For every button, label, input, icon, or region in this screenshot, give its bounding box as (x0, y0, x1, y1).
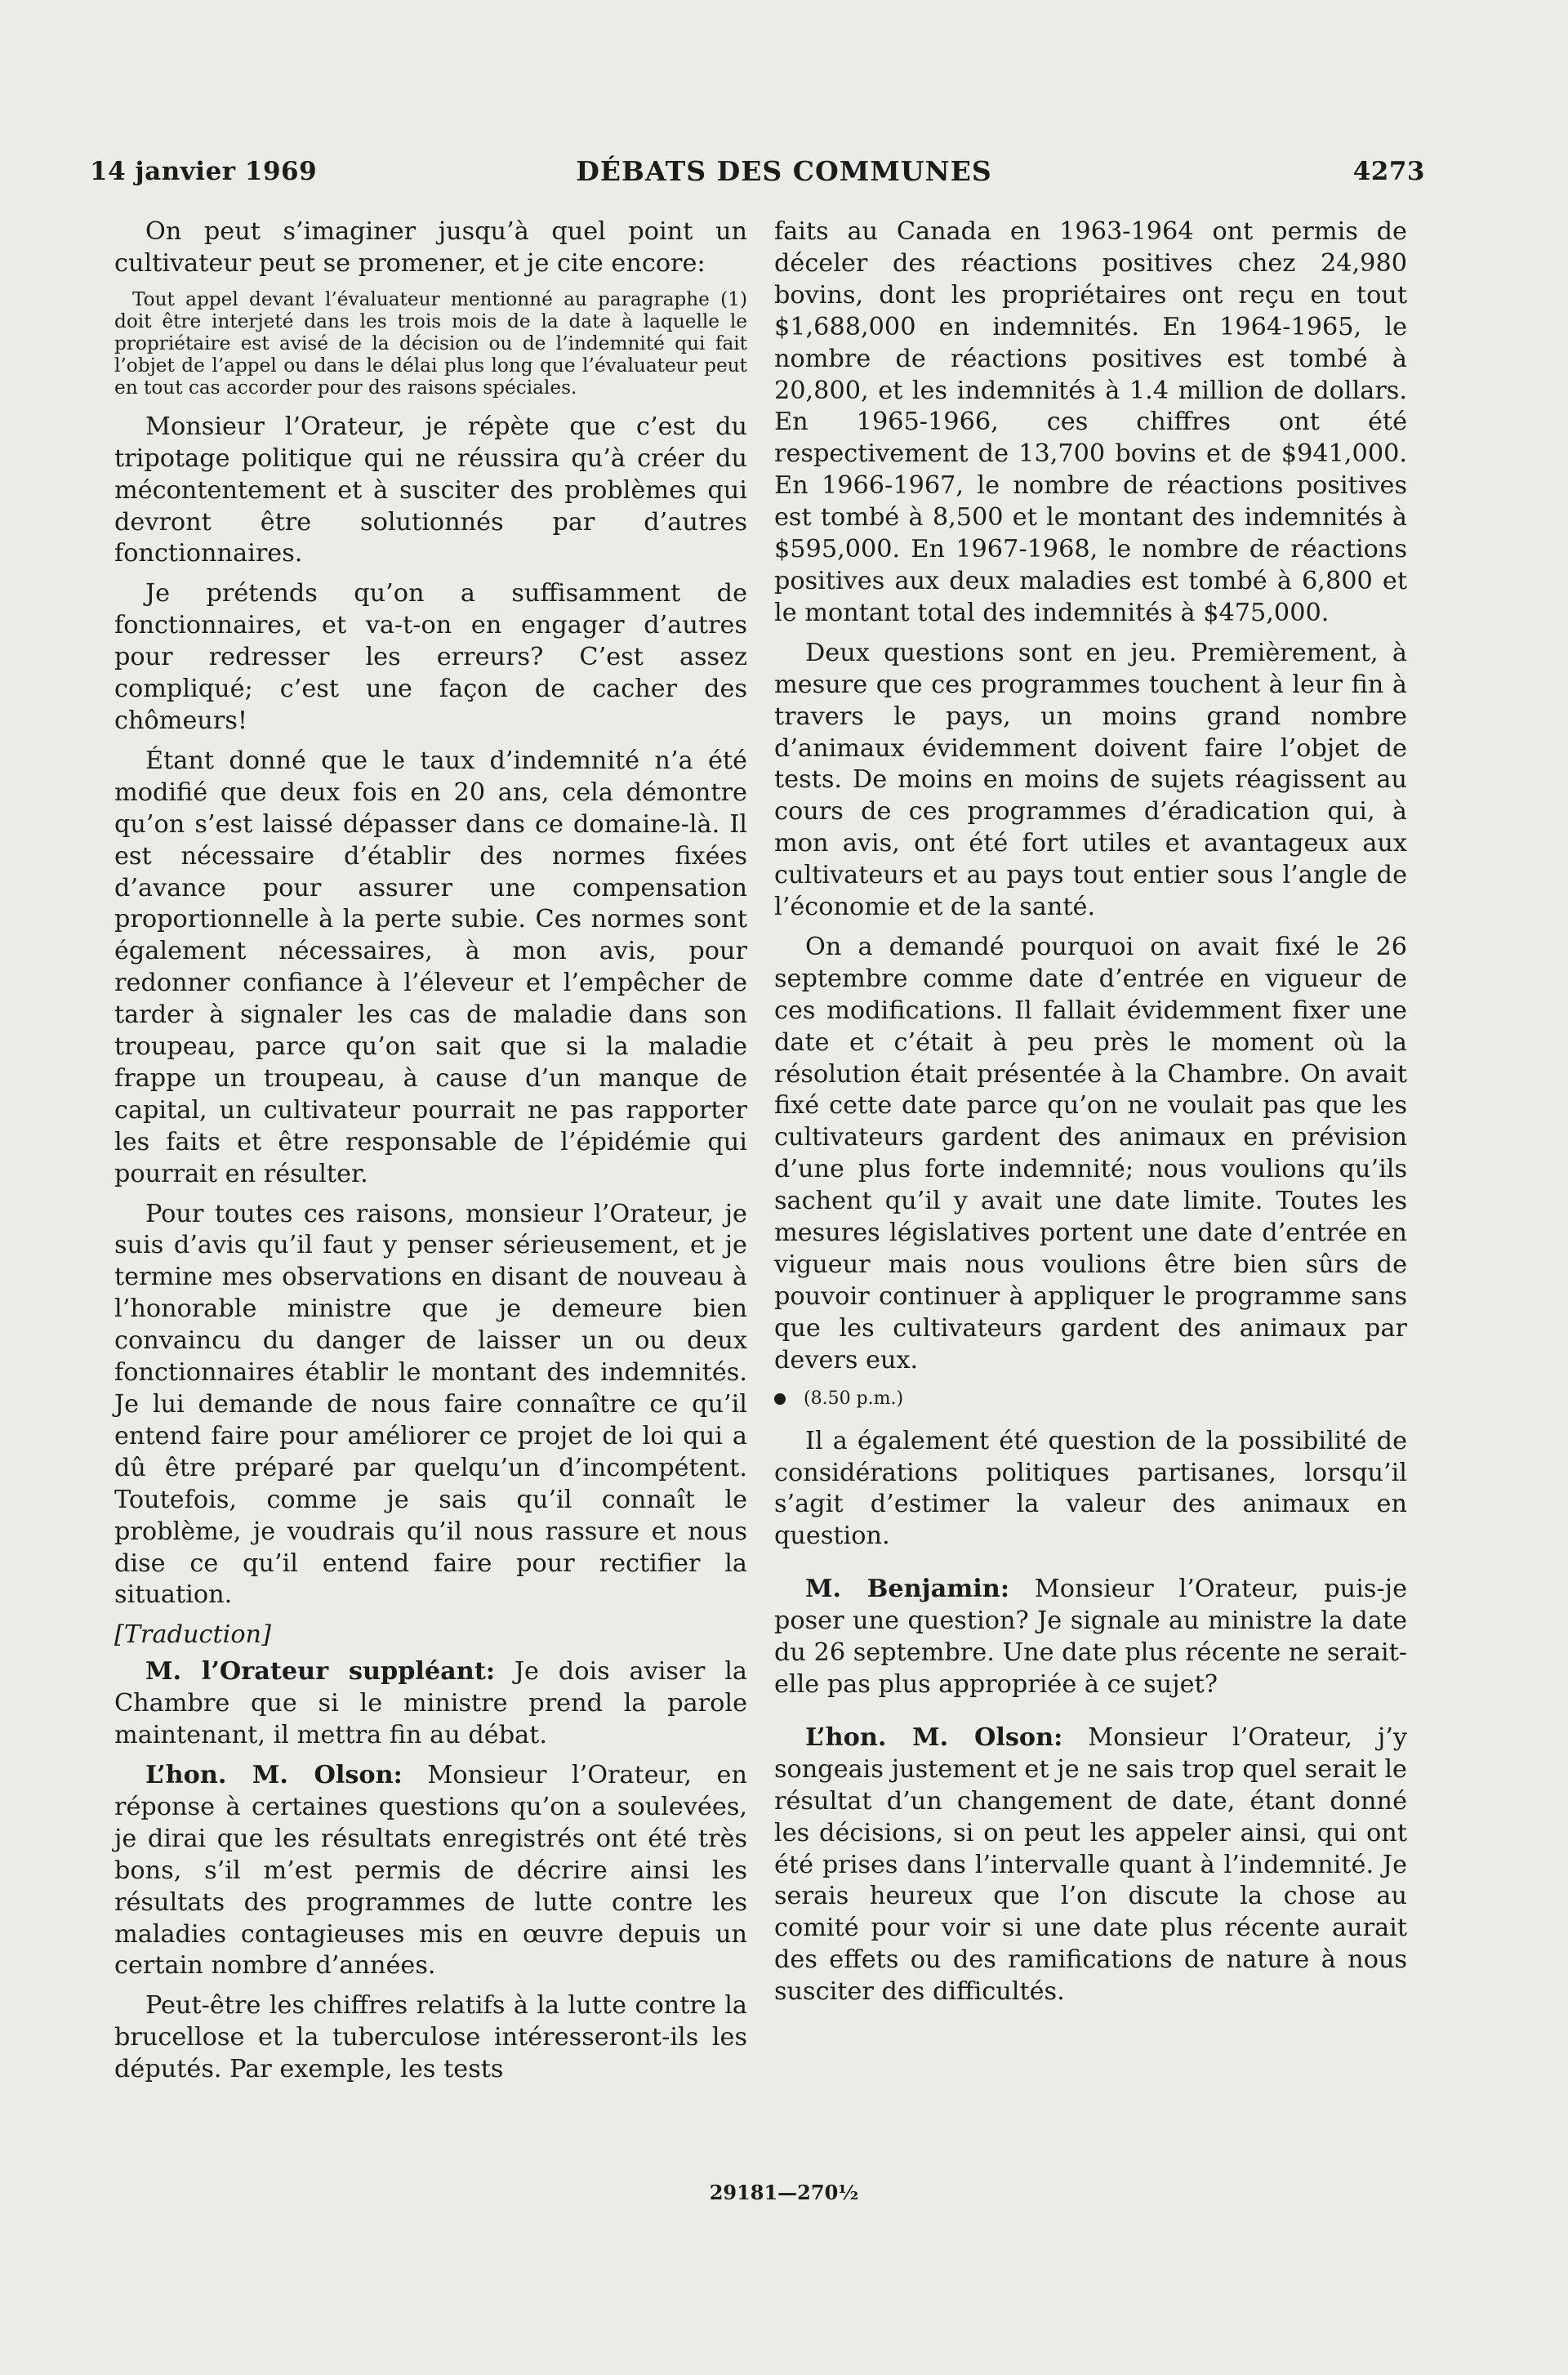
translation-label: [Traduction] (114, 1620, 271, 1650)
speaker-name: L’hon. M. Olson: (145, 1760, 403, 1789)
footer-signature: 29181—270½ (709, 2181, 859, 2204)
block-quote-text: Tout appel devant l’évaluateur mentionné au paragraphe (1) doit être interjeté dans les trois mois de la date à laquelle le propriétaire est avisé de la décision ou de l’indemnité qui fait l’objet de l’appel ou dans le délai plus long que l’évaluateur peut en tout cas accorder pour des raisons spéciales. (114, 287, 747, 399)
paragraph: Étant donné que le taux d’indemnité n’a été modifié que deux fois en 20 ans, cela démontre qu’on s’est laissé dépasser dans ce domaine-là. Il est nécessaire d’établir des normes fixées d’avance pour assurer une compensation proportionnelle à la perte subie. Ces normes sont également nécessaires, à mon avis, pour redonner confiance à l’éleveur et l’empêcher de tarder à signaler les cas de maladie dans son troupeau, parce qu’on sait que si la maladie frappe un troupeau, à cause d’un manque de capital, un cultivateur pourrait ne pas rapporter les faits et être responsable de l’épidémie qui pourrait en résulter. (114, 746, 747, 1188)
right-column (774, 216, 1407, 2016)
speech-text: Monsieur l’Orateur, j’y songeais justement et je ne sais trop quel serait le résultat d’un changement de date, étant donné les décisions, si on peut les appeler ainsi, qui ont été prises dans l’intervalle quant à l’indemnité. Je serais heureux que l’on discute la chose au comité pour voir si une date plus récente aurait des effets ou des ramifications de nature à nous susciter des difficultés. (774, 1722, 1407, 2007)
speech-paragraph (774, 1574, 1407, 1701)
timestamp-text: (8.50 p.m.) (804, 1388, 904, 1409)
speaker-name: M. l’Orateur suppléant: (145, 1657, 496, 1687)
paragraph: Deux questions sont en jeu. Premièrement, à mesure que ces programmes touchent à leur fin à travers le pays, un moins grand nombre d’animaux évidemment doivent faire l’objet de tests. De moins en moins de sujets réagissent au cours de ces programmes d’éradication qui, à mon avis, ont été fort utiles et avantageux aux cultivateurs et au pays tout entier sous l’angle de l’économie et de la santé. (774, 638, 1407, 922)
speech-text: Monsieur l’Orateur, puis-je poser une question? Je signale au ministre la date du 26 septembre. Une date plus récente ne serait-elle pas plus appropriée à ce sujet? (774, 1575, 1407, 1699)
left-column (114, 216, 747, 2094)
speech-paragraph (114, 1656, 747, 1752)
header-date: 14 janvier 1969 (90, 157, 318, 186)
speaker-name: L’hon. M. Olson: (805, 1722, 1063, 1752)
paragraph: On peut s’imaginer jusqu’à quel point un cultivateur peut se promener, et je cite encore: (114, 217, 747, 278)
paragraph: Je prétends qu’on a suffisamment de fonctionnaires, et va-t-on en engager d’autres pour redresser les erreurs? C’est assez compliqué; c’est une façon de cacher des chômeurs! (114, 579, 747, 735)
bullet-icon (774, 1393, 786, 1405)
speech-paragraph (774, 1722, 1407, 2008)
paragraph: Il a également été question de la possibilité de considérations politiques partisanes, lorsqu’il s’agit d’estimer la valeur des animaux en question. (774, 1426, 1407, 1551)
timestamp (774, 1387, 1407, 1411)
paragraph: On a demandé pourquoi on avait fixé le 26 septembre comme date d’entrée en vigueur de ces modifications. Il fallait évidemment fixer une date et c’était à peu près le moment où la résolution était présentée à la Chambre. On avait fixé cette date parce qu’on ne voulait pas que les cultivateurs gardent des animaux en prévision d’une plus forte indemnité; nous voulions qu’ils sachent qu’il y avait une date limite. Toutes les mesures législatives portent une date d’entrée en vigueur mais nous voulions être bien sûrs de pouvoir continuer à appliquer le programme sans que les cultivateurs gardent des animaux par devers eux. (774, 932, 1407, 1375)
speaker-name: M. Benjamin: (805, 1575, 1010, 1604)
speech-text: Je dois aviser la Chambre que si le ministre prend la parole maintenant, il mettra fin au débat. (114, 1657, 747, 1750)
paragraph: Monsieur l’Orateur, je répète que c’est du tripotage politique qui ne réussira qu’à créer du mécontentement et à susciter des problèmes qui devront être solutionnés par d’autres fonctionnaires. (114, 412, 747, 568)
paragraph: Pour toutes ces raisons, monsieur l’Orateur, je suis d’avis qu’il faut y penser sérieusement, et je termine mes observations en disant de nouveau à l’honorable ministre que je demeure bien convaincu du danger de laisser un ou deux fonctionnaires établir le montant des indemnités. Je lui demande de nous faire connaître ce qu’il entend faire pour améliorer ce projet de loi qui a dû être préparé par quelqu’un d’incompétent. Toutefois, comme je sais qu’il connaît le problème, je voudrais qu’il nous rassure et nous dise ce qu’il entend faire pour rectifier la situation. (114, 1199, 747, 1610)
speech-paragraph (114, 1760, 747, 1982)
paragraph: faits au Canada en 1963-1964 ont permis de déceler des réactions positives chez 24,980 bovins, dont les propriétaires ont reçu en tout $1,688,000 en indemnités. En 1964-1965, le nombre de réactions positives est tombé à 20,800, et les indemnités à 1.4 million de dollars. En 1965-1966, ces chiffres ont été respectivement de 13,700 bovins et de $941,000. En 1966-1967, le nombre de réactions positives est tombé à 8,500 et le montant des indemnités à $595,000. En 1967-1968, le nombre de réactions positives aux deux maladies est tombé à 6,800 et le montant total des indemnités à $475,000. (774, 217, 1407, 627)
paragraph: Peut-être les chiffres relatifs à la lutte contre la brucellose et la tuberculose intéresseront-ils les députés. Par exemple, les tests (114, 1991, 747, 2084)
block-quote (114, 288, 747, 399)
speech-text: Monsieur l’Orateur, en réponse à certaines questions qu’on a soulevées, je dirai que les résultats enregistrés ont été très bons, s’il m’est permis de décrire ainsi les résultats des programmes de lutte contre les maladies contagieuses mis en œuvre depuis un certain nombre d’années. (114, 1760, 747, 1981)
header-title: DÉBATS DES COMMUNES (576, 155, 992, 187)
page-number: 4273 (1352, 157, 1425, 186)
